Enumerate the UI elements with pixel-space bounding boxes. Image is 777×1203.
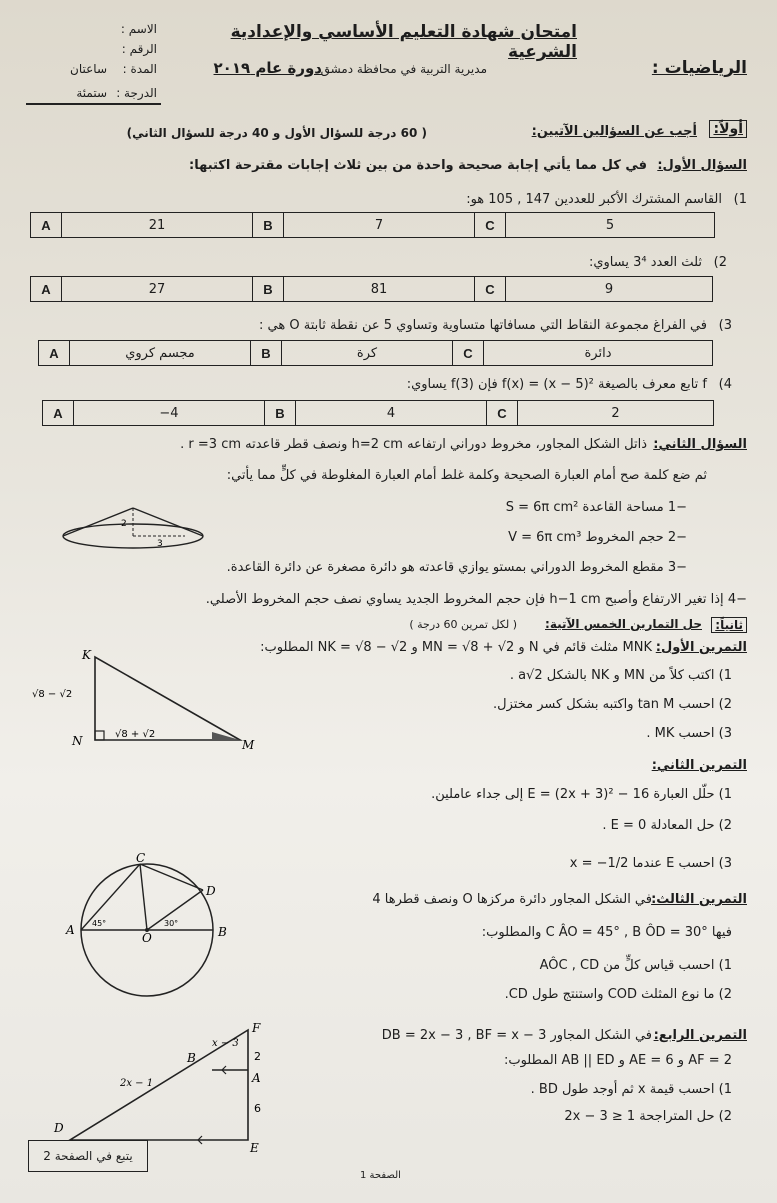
cone-r-label: 3	[157, 539, 163, 549]
q1-item-3-num: 3)	[718, 318, 732, 333]
part2-heading: ثانياً:	[711, 617, 747, 633]
duration-value: ساعتان	[70, 62, 107, 76]
ex1-item-2: 2) احسب tan M واكتبه بشكل كسر مختزل.	[493, 697, 732, 712]
directorate-text: مديرية التربية في محافظة دمشق	[320, 62, 487, 76]
circle-o-label: O	[142, 931, 152, 945]
option-c-value: دائرة	[484, 341, 713, 366]
ex4-heading: التمرين الرابع:	[653, 1028, 747, 1043]
grade-label: الدرجة :	[116, 86, 157, 100]
option-a-value: 21	[62, 213, 253, 238]
side-kn-label: √8 − √2	[32, 689, 73, 700]
q2-text: ذاتل الشكل المجاور، مخروط دوراني ارتفاعه h=2 cm ونصف قطر قاعدته r =3 cm .	[180, 437, 647, 452]
vertex-m-label: M	[242, 738, 255, 752]
angle-m-mark	[212, 732, 240, 740]
part2-points: ( لكل تمرين 60 درجة )	[409, 618, 517, 631]
q2-item-2: −2 حجم المخروط V = 6π cm³	[508, 530, 687, 545]
ex2-heading: التمرين الثاني:	[651, 758, 747, 773]
option-c-value: 2	[518, 401, 714, 426]
point-d-label: D	[54, 1121, 64, 1135]
part2-instruction: حل التمارين الخمس الآتية:	[545, 617, 702, 631]
option-b-value: 7	[284, 213, 475, 238]
circle-d-label: D	[206, 884, 216, 898]
ex1-item-3: 3) احسب MK .	[646, 726, 732, 741]
q1-item-2-options	[30, 276, 713, 302]
ex4-item-2: 2) حل المتراجحة 2x − 3 ≥ 1	[564, 1109, 732, 1124]
right-triangle-mnk	[20, 645, 270, 755]
angle-45-label: 45°	[92, 919, 107, 928]
side-bf-label: x − 3	[212, 1038, 239, 1049]
ex2-item-1: 1) حلّل العبارة E = (2x + 3)² − 16 إلى جداء عاملين.	[431, 787, 732, 802]
q1-item-4-options	[42, 400, 714, 426]
option-b-label: B	[253, 213, 284, 238]
option-a-label: A	[31, 213, 62, 238]
option-c-value: 5	[506, 213, 715, 238]
option-c-label: C	[475, 277, 506, 302]
ex4-text-2: AF = 2 و AE = 6 و AB || ED المطلوب:	[503, 1053, 732, 1068]
side-ae-label: 6	[254, 1102, 261, 1115]
q1-text: في كل مما يأتي إجابة صحيحة واحدة من بين ثلاث إجابات مقترحة اكتبها:	[189, 158, 647, 173]
q1-item-1-num: 1)	[733, 192, 747, 207]
ex3-text-2: فيها C ÂO = 45° , B ÔD = 30° والمطلوب:	[481, 925, 732, 940]
option-c-label: C	[487, 401, 518, 426]
cone-h-label: 2	[121, 519, 127, 529]
q1-heading: السؤال الأول:	[657, 158, 747, 173]
option-a-value: 27	[62, 277, 253, 302]
continue-note: يتبع في الصفحة 2	[28, 1140, 148, 1172]
option-c-label: C	[475, 213, 506, 238]
q1-item-3-options	[38, 340, 713, 366]
side-db-label: 2x − 1	[120, 1078, 154, 1089]
vertex-k-label: K	[82, 648, 91, 662]
q1-item-4-text: f تابع معرف بالصيغة f(x) = (x − 5)² فإن f(3) يساوي:	[406, 377, 707, 392]
q2-item-1: −1 مساحة القاعدة S = 6π cm²	[505, 500, 687, 515]
right-angle-mark	[95, 731, 104, 740]
option-a-value: −4	[74, 401, 265, 426]
side-nm-label: √8 + √2	[115, 729, 156, 740]
option-a-value: مجسم كروي	[70, 341, 251, 366]
point-b-label: B	[187, 1051, 196, 1065]
option-b-label: B	[251, 341, 282, 366]
radius-oc	[140, 864, 147, 930]
ex1-heading: التمرين الأول:	[655, 640, 747, 655]
student-name-label: الاسم :	[120, 22, 157, 36]
q1-item-1-text: القاسم المشترك الأكبر للعددين 147 , 105 هو:	[466, 192, 722, 207]
subject-label: الرياضيات :	[651, 58, 747, 78]
chord-cd	[140, 864, 203, 890]
angle-30-label: 30°	[164, 919, 179, 928]
q1-item-1-options	[30, 212, 715, 238]
q2-text-2: ثم ضع كلمة صح أمام العبارة الصحيحة وكلمة غلط أمام العبارة المغلوطة في كلٍّ مما يأتي:	[226, 468, 707, 483]
vertex-n-label: N	[72, 734, 83, 748]
option-a-label: A	[31, 277, 62, 302]
option-a-label: A	[43, 401, 74, 426]
ex1-text: MNK مثلث قائم في N و MN = √8 + √2 و NK = √8 − √2 المطلوب:	[260, 640, 652, 655]
option-b-label: B	[265, 401, 296, 426]
header-divider	[26, 103, 161, 105]
point-e-label: E	[250, 1141, 259, 1155]
ex2-item-2: 2) حل المعادلة E = 0 .	[602, 818, 732, 833]
point-a-label: A	[252, 1071, 261, 1085]
ex3-text: في الشكل المجاور دائرة مركزها O ونصف قطرها 4	[372, 892, 652, 907]
part1-instruction: أجب عن السؤالين الآتيين:	[531, 124, 697, 139]
part1-heading: أولاً:	[709, 120, 747, 138]
side-af-label: 2	[254, 1050, 261, 1063]
ex4-text: في الشكل المجاور DB = 2x − 3 , BF = x − 3	[381, 1028, 652, 1043]
q1-item-2-text: ثلث العدد 3⁴ يساوي:	[588, 255, 702, 270]
circle-b-label: B	[218, 925, 227, 939]
cone-figure	[45, 498, 225, 558]
point-f-label: F	[252, 1021, 261, 1035]
option-b-value: 4	[296, 401, 487, 426]
ex3-heading: التمرين الثالث:	[651, 892, 747, 907]
option-c-value: 9	[506, 277, 713, 302]
ex1-item-1: 1) اكتب كلاً من MN و NK بالشكل a√2 .	[509, 668, 732, 683]
option-b-label: B	[253, 277, 284, 302]
part1-points: ( 60 درجة للسؤال الأول و 40 درجة للسؤال الثاني)	[126, 126, 427, 140]
q1-item-3-text: في الفراغ مجموعة النقاط التي مسافاتها متساوية وتساوي 5 عن نقطة ثابتة O هي :	[259, 318, 707, 333]
ex3-item-1: 1) احسب قياس كلٍّ من AÔC , CD	[539, 958, 732, 973]
ex2-item-3: 3) احسب E عندما x = −1/2	[569, 856, 732, 871]
duration-label: المدة :	[122, 62, 157, 76]
circle-figure	[60, 850, 240, 1000]
thales-figure	[40, 1020, 290, 1155]
circle-c-label: C	[136, 851, 146, 865]
option-b-value: 81	[284, 277, 475, 302]
circle-a-label: A	[66, 923, 75, 937]
session-text: دورة عام ٢٠١٩	[213, 59, 322, 77]
number-label: الرقم :	[121, 42, 157, 56]
grade-value: ستمئة	[76, 86, 107, 100]
ex4-item-1: 1) احسب قيمة x ثم أوجد طول BD .	[530, 1082, 732, 1097]
q2-heading: السؤال الثاني:	[653, 437, 747, 452]
q2-item-4: −4 إذا تغير الارتفاع وأصبح h−1 cm فإن حجم المخروط الجديد يساوي نصف حجم المخروط الأصلي.	[205, 592, 747, 607]
page-label: الصفحة 1	[360, 1170, 401, 1181]
q2-item-3: −3 مقطع المخروط الدوراني بمستو يوازي قاعدته هو دائرة مصغرة عن دائرة القاعدة.	[226, 560, 687, 575]
option-b-value: كرة	[282, 341, 453, 366]
exam-title: امتحان شهادة التعليم الأساسي والإعدادية الشرعية	[230, 22, 577, 62]
cone-right-edge	[133, 508, 203, 536]
ex3-item-2: 2) ما نوع المثلث COD واستنتج طول CD.	[504, 987, 732, 1002]
q1-item-2-num: 2)	[713, 255, 727, 270]
triangle-mnk-shape	[95, 657, 240, 740]
option-c-label: C	[453, 341, 484, 366]
option-a-label: A	[39, 341, 70, 366]
q1-item-4-num: 4)	[718, 377, 732, 392]
